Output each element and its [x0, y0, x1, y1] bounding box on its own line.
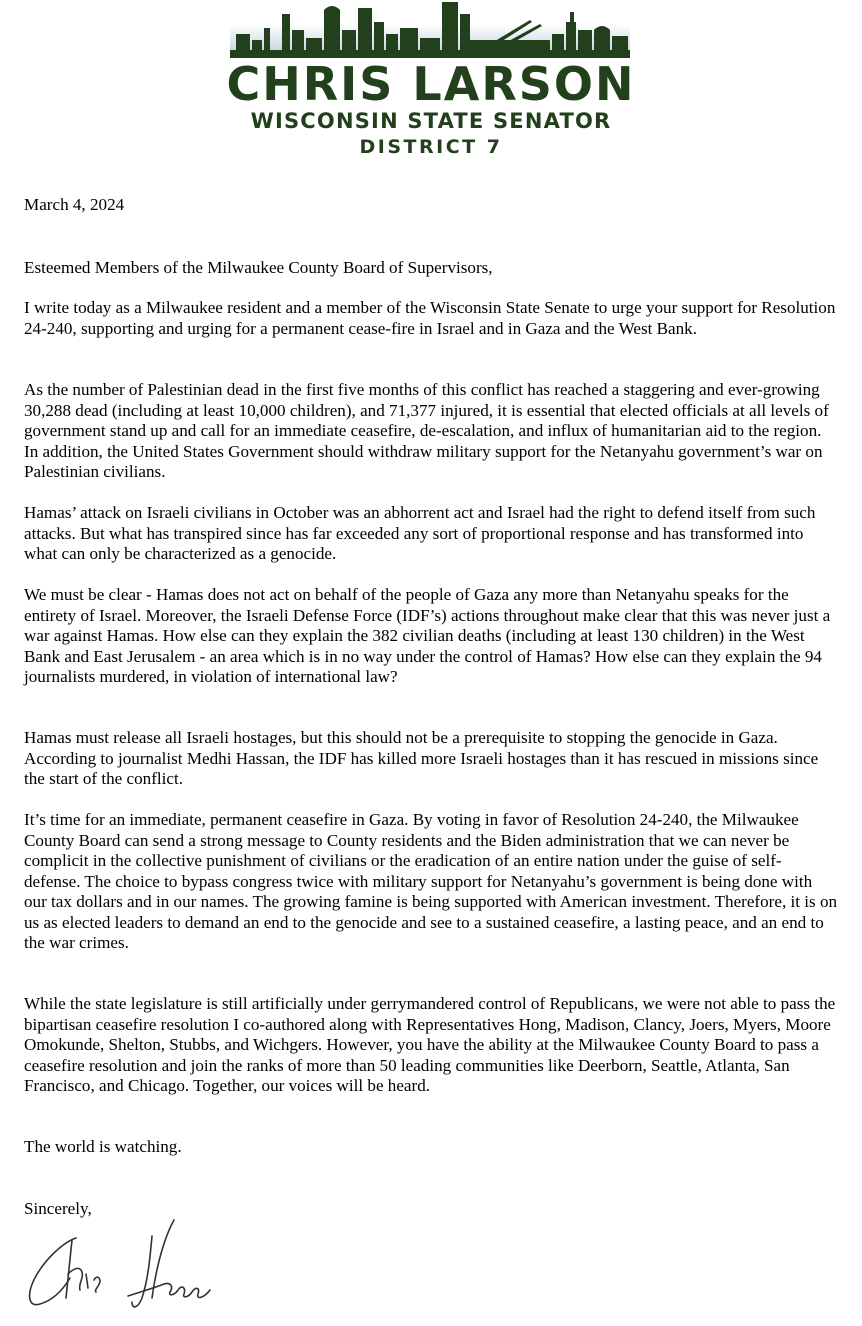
letter-paragraph — [24, 994, 838, 1097]
senator-name: CHRIS LARSON — [226, 57, 636, 111]
signature-icon — [24, 1218, 224, 1314]
letter-closing: Sincerely, — [24, 1199, 92, 1218]
paragraph-text: It’s time for an immediate, permanent ceasefire in Gaza. By voting in favor of Resolution 24-240, the Milwaukee County Board can send a strong message to County residents and the Biden administration that we can never be complicit in the collective punishment of civilians or the eradication of an entire nation under the guise of self-defense. The choice to bypass congress twice with military support for Netanyahu’s government is being done with our tax dollars and in our names. The growing famine is being supported with American investment. Therefore, it is on us as elected leaders to demand an end to the genocide and see to a sustained ceasefire, a lasting peace, and an end to the war crimes. — [24, 810, 838, 952]
letter-date: March 4, 2024 — [24, 195, 125, 214]
letter-paragraph — [24, 380, 838, 483]
letter-paragraph — [24, 298, 838, 339]
letter-salutation: Esteemed Members of the Milwaukee County Board of Supervisors, — [24, 258, 493, 277]
letter-paragraph — [24, 503, 838, 565]
letter-paragraph — [24, 728, 838, 790]
letter-paragraph — [24, 810, 838, 954]
senate-district: DISTRICT 7 — [359, 136, 503, 158]
paragraph-text: Hamas must release all Israeli hostages, but this should not be a prerequisite to stopping the genocide in Gaza. According to journalist Medhi Hassan, the IDF has killed more Israeli hostages than it has rescued in missions since the start of the conflict. — [24, 728, 819, 788]
letter-paragraph — [24, 1137, 838, 1158]
senator-title: WISCONSIN STATE SENATOR — [250, 109, 612, 133]
paragraph-text: The world is watching. — [24, 1137, 182, 1156]
milwaukee-skyline-logo-icon — [230, 0, 630, 58]
letter-paragraph — [24, 585, 838, 688]
paragraph-text: As the number of Palestinian dead in the first five months of this conflict has reached a staggering and ever-growing 30,288 dead (including at least 10,000 children), and 71,377 injured, it is essential that elected officials at all levels of government stand up and call for an immediate ceasefire, de-escalation, and influx of humanitarian aid to the region. In addition, the United States Government should withdraw military support for the Netanyahu government’s war on Palestinian civilians. — [24, 380, 829, 481]
paragraph-text: I write today as a Milwaukee resident and a member of the Wisconsin State Senate to urge your support for Resolution 24-240, supporting and urging for a permanent cease-fire in Israel and in Gaza and the West Bank. — [24, 298, 836, 338]
paragraph-text: Hamas’ attack on Israeli civilians in October was an abhorrent act and Israel had the right to defend itself from such attacks. But what has transpired since has far exceeded any sort of proportional response and has transformed into what can only be characterized as a genocide. — [24, 503, 816, 563]
letterhead — [0, 0, 862, 170]
paragraph-text: While the state legislature is still artificially under gerrymandered control of Republicans, we were not able to pass the bipartisan ceasefire resolution I co-authored along with Representatives Hong, Madison, Clancy, Joers, Myers, Moore Omokunde, Shelton, Stubbs, and Wichgers. However, you have the ability at the Milwaukee County Board to pass a ceasefire resolution and join the ranks of more than 50 leading communities like Deerborn, Seattle, Atlanta, San Francisco, and Chicago. Together, our voices will be heard. — [24, 994, 836, 1095]
paragraph-text: We must be clear - Hamas does not act on behalf of the people of Gaza any more than Netanyahu speaks for the entirety of Israel. Moreover, the Israeli Defense Force (IDF’s) actions throughout make clear that this was never just a war against Hamas. How else can they explain the 382 civilian deaths (including at least 130 children) in the West Bank and East Jerusalem - an area which is in no way under the control of Hamas? How else can they explain the 94 journalists murdered, in violation of international law? — [24, 585, 831, 686]
